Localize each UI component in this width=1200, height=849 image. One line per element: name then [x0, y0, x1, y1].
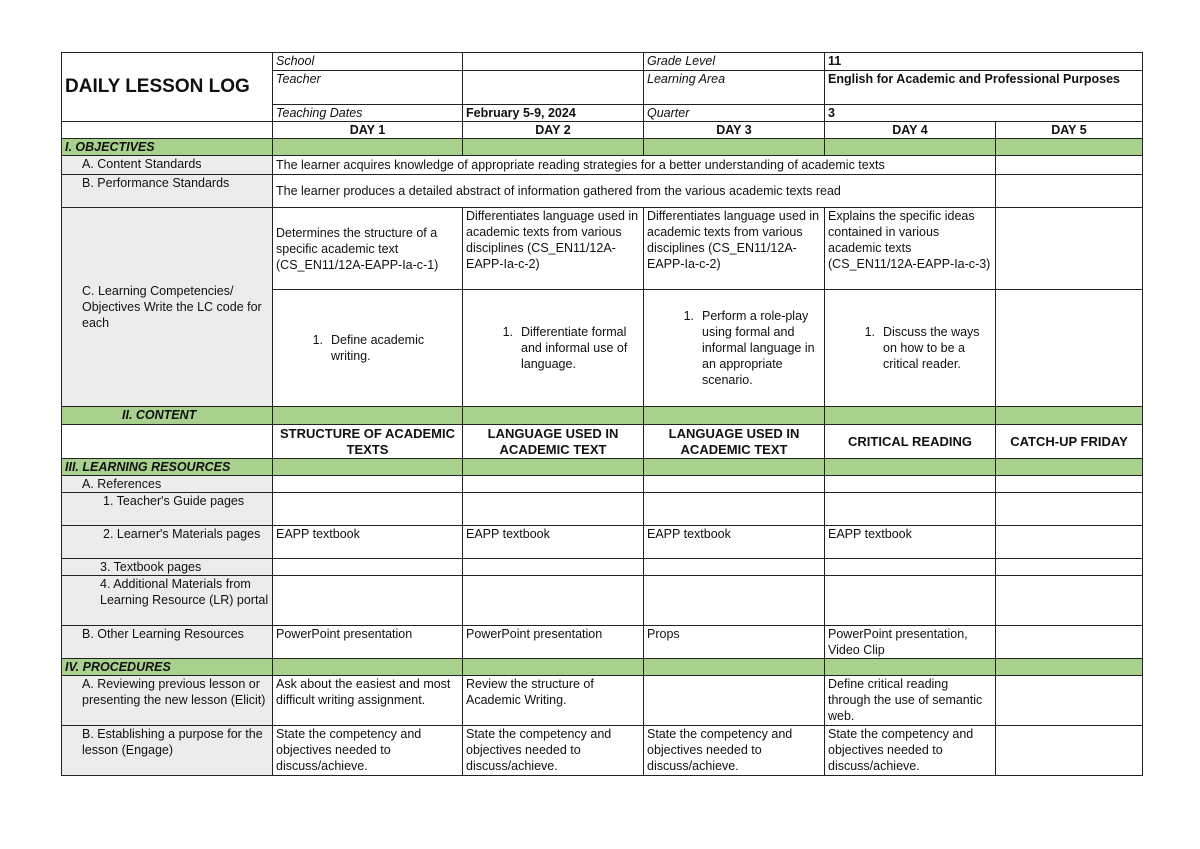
learning-area-label: Learning Area: [644, 71, 825, 105]
quarter-value: 3: [825, 105, 1143, 122]
school-value: [463, 53, 644, 71]
empty-cell: [996, 156, 1143, 175]
objective-text: Perform a role-play using formal and informal language in an appropriate scenario.: [702, 309, 815, 387]
competency-cell: Differentiates language used in academic texts from various disciplines (CS_EN11/12A-EAPP-Ia-c-2): [463, 208, 644, 290]
learning-competencies-label: C. Learning Competencies/ Objectives Write the LC code for each: [62, 208, 273, 407]
list-item: [853, 324, 992, 372]
additional-materials-label: 4. Additional Materials from Learning Resource (LR) portal: [62, 576, 273, 626]
learning-resources-heading: III. LEARNING RESOURCES: [62, 459, 273, 476]
teacher-value: [463, 71, 644, 105]
day-header: DAY 1: [273, 122, 463, 139]
empty-cell: [644, 559, 825, 576]
teaching-dates-label: Teaching Dates: [273, 105, 463, 122]
day-header: DAY 3: [644, 122, 825, 139]
learners-materials-value: EAPP textbook: [644, 526, 825, 559]
other-resources-label: B. Other Learning Resources: [62, 626, 273, 659]
empty-cell: [996, 559, 1143, 576]
teaching-dates-value: February 5-9, 2024: [463, 105, 644, 122]
empty-cell: [644, 493, 825, 526]
teacher-label: Teacher: [273, 71, 463, 105]
empty-cell: [62, 425, 273, 459]
section-fill: [825, 407, 996, 425]
empty-cell: [996, 290, 1143, 407]
header-blank-cell: [62, 122, 273, 139]
competency-cell: Determines the structure of a specific academic text (CS_EN11/12A-EAPP-Ia-c-1): [273, 208, 463, 290]
objective-cell: [463, 290, 644, 407]
section-fill: [273, 459, 463, 476]
purpose-value: State the competency and objectives needed to discuss/achieve.: [644, 726, 825, 776]
empty-cell: [463, 559, 644, 576]
day-header: DAY 2: [463, 122, 644, 139]
list-number: 1.: [312, 333, 323, 347]
section-fill: [463, 139, 644, 156]
purpose-value: State the competency and objectives needed to discuss/achieve.: [463, 726, 644, 776]
content-topic: CATCH-UP FRIDAY: [996, 425, 1143, 459]
other-resources-value: PowerPoint presentation: [463, 626, 644, 659]
empty-cell: [273, 576, 463, 626]
objective-cell: [644, 290, 825, 407]
section-fill: [996, 407, 1143, 425]
competency-cell: Differentiates language used in academic texts from various disciplines (CS_EN11/12A-EAPP-Ia-c-2): [644, 208, 825, 290]
purpose-value: State the competency and objectives needed to discuss/achieve.: [273, 726, 463, 776]
day-header: DAY 4: [825, 122, 996, 139]
list-number: 1.: [502, 325, 513, 339]
content-standards-text: The learner acquires knowledge of appropriate reading strategies for a better understanding of academic texts: [273, 156, 996, 175]
content-topic: LANGUAGE USED IN ACADEMIC TEXT: [463, 425, 644, 459]
teachers-guide-label: 1. Teacher's Guide pages: [62, 493, 273, 526]
content-topic: STRUCTURE OF ACADEMIC TEXTS: [273, 425, 463, 459]
textbook-pages-label: 3. Textbook pages: [62, 559, 273, 576]
empty-cell: [996, 175, 1143, 208]
empty-cell: [273, 559, 463, 576]
review-value: Ask about the easiest and most difficult writing assignment.: [273, 676, 463, 726]
list-item: [672, 308, 821, 388]
learners-materials-value: EAPP textbook: [273, 526, 463, 559]
establishing-purpose-label: B. Establishing a purpose for the lesson (Engage): [62, 726, 273, 776]
day-header: DAY 5: [996, 122, 1143, 139]
empty-cell: [996, 676, 1143, 726]
section-fill: [644, 407, 825, 425]
grade-level-label: Grade Level: [644, 53, 825, 71]
section-fill: [273, 659, 463, 676]
objective-cell: [273, 290, 463, 407]
list-number: 1.: [683, 309, 694, 323]
procedures-heading: IV. PROCEDURES: [62, 659, 273, 676]
empty-cell: [996, 726, 1143, 776]
school-label: School: [273, 53, 463, 71]
empty-cell: [996, 576, 1143, 626]
objective-text: Define academic writing.: [331, 333, 425, 363]
document-title: DAILY LESSON LOG: [62, 53, 273, 122]
purpose-value: State the competency and objectives needed to discuss/achieve.: [825, 726, 996, 776]
section-fill: [463, 407, 644, 425]
performance-standards-text: The learner produces a detailed abstract of information gathered from the various academic texts read: [273, 175, 996, 208]
section-fill: [996, 659, 1143, 676]
content-standards-label: A. Content Standards: [62, 156, 273, 175]
section-fill: [825, 139, 996, 156]
references-label: A. References: [62, 476, 273, 493]
empty-cell: [273, 476, 463, 493]
empty-cell: [996, 626, 1143, 659]
section-fill: [996, 459, 1143, 476]
review-value: Review the structure of Academic Writing.: [463, 676, 644, 726]
list-item: [301, 332, 459, 364]
empty-cell: [825, 476, 996, 493]
empty-cell: [825, 576, 996, 626]
objective-text: Differentiate formal and informal use of language.: [521, 325, 628, 371]
other-resources-value: PowerPoint presentation, Video Clip: [825, 626, 996, 659]
empty-cell: [825, 493, 996, 526]
review-value: Define critical reading through the use of semantic web.: [825, 676, 996, 726]
other-resources-value: Props: [644, 626, 825, 659]
empty-cell: [996, 493, 1143, 526]
quarter-label: Quarter: [644, 105, 825, 122]
reviewing-lesson-label: A. Reviewing previous lesson or presenting the new lesson (Elicit): [62, 676, 273, 726]
grade-level-value: 11: [825, 53, 1143, 71]
empty-cell: [463, 576, 644, 626]
list-item: [491, 324, 640, 372]
section-fill: [644, 139, 825, 156]
empty-cell: [463, 493, 644, 526]
learners-materials-value: EAPP textbook: [825, 526, 996, 559]
empty-cell: [996, 208, 1143, 290]
competency-cell: Explains the specific ideas contained in various academic texts (CS_EN11/12A-EAPP-Ia-c-3): [825, 208, 996, 290]
objectives-heading: I. OBJECTIVES: [62, 139, 273, 156]
section-fill: [463, 459, 644, 476]
empty-cell: [825, 559, 996, 576]
list-number: 1.: [864, 325, 875, 339]
empty-cell: [463, 476, 644, 493]
content-topic: CRITICAL READING: [825, 425, 996, 459]
empty-cell: [996, 476, 1143, 493]
section-fill: [825, 459, 996, 476]
empty-cell: [644, 476, 825, 493]
objective-text: Discuss the ways on how to be a critical reader.: [883, 325, 980, 371]
empty-cell: [996, 526, 1143, 559]
section-fill: [463, 659, 644, 676]
empty-cell: [273, 493, 463, 526]
review-value: [644, 676, 825, 726]
learning-area-value: English for Academic and Professional Purposes: [825, 71, 1143, 105]
objective-cell: [825, 290, 996, 407]
learners-materials-value: EAPP textbook: [463, 526, 644, 559]
section-fill: [825, 659, 996, 676]
section-fill: [273, 139, 463, 156]
other-resources-value: PowerPoint presentation: [273, 626, 463, 659]
performance-standards-label: B. Performance Standards: [62, 175, 273, 208]
section-fill: [644, 659, 825, 676]
content-heading: II. CONTENT: [62, 407, 273, 425]
empty-cell: [644, 576, 825, 626]
daily-lesson-log-table: [61, 52, 1143, 776]
learners-materials-label: 2. Learner's Materials pages: [62, 526, 273, 559]
section-fill: [644, 459, 825, 476]
section-fill: [273, 407, 463, 425]
content-topic: LANGUAGE USED IN ACADEMIC TEXT: [644, 425, 825, 459]
section-fill: [996, 139, 1143, 156]
